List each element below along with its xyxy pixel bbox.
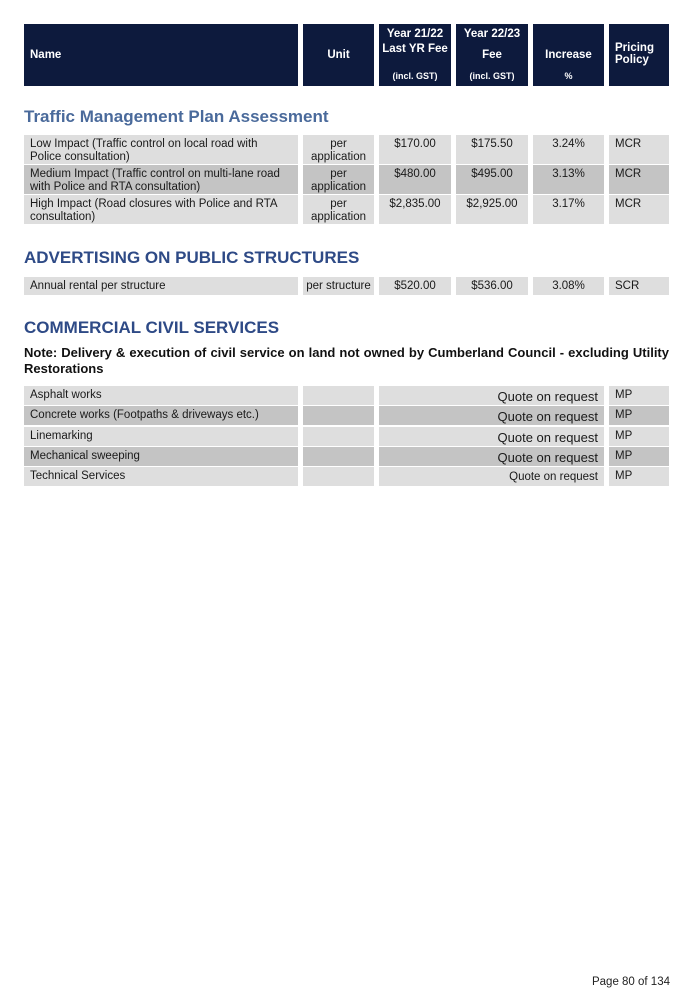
header-this-year [456,24,528,86]
table-row-fee: $536.00 [456,277,528,295]
header-incl-gst-1: (incl. GST) [392,71,438,81]
header-fee-label: Fee [482,49,502,61]
table-row-policy: MP [609,467,669,486]
table-row-unit-empty [303,386,374,405]
table-row-name: Medium Impact (Traffic control on multi-lane road with Police and RTA consultation) [24,165,298,194]
section-note-civil: Note: Delivery & execution of civil service on land not owned by Cumberland Council - excluding Utility Restorations [24,345,669,376]
table-row-unit-empty [303,467,374,486]
table-row-fee: Quote on request [379,447,604,466]
header-name [24,24,298,86]
table-row-policy: MP [609,447,669,466]
table-row-last-fee: $480.00 [379,165,451,194]
table-row-fee: $2,925.00 [456,195,528,224]
table-row-unit: per application [303,165,374,194]
table-row-unit-empty [303,406,374,425]
header-last-year [379,24,451,86]
header-incl-gst-2: (incl. GST) [469,71,515,81]
table-row-name: Low Impact (Traffic control on local road with Police consultation) [24,135,298,164]
header-last-year-label: Year 21/22 [386,28,444,40]
table-row-fee: Quote on request [379,406,604,425]
table-row-policy: MP [609,406,669,425]
table-row-policy: MCR [609,135,669,164]
table-row-name: Annual rental per structure [24,277,298,295]
header-increase-label: Increase [545,49,592,61]
table-row-increase: 3.08% [533,277,604,295]
table-row-policy: MP [609,427,669,446]
table-row-unit-empty [303,427,374,446]
table-row-fee: $175.50 [456,135,528,164]
table-row-fee: Quote on request [379,467,604,486]
header-unit [303,24,374,86]
table-row-fee: Quote on request [379,386,604,405]
table-row-fee: Quote on request [379,427,604,446]
table-row-name: Concrete works (Footpaths & driveways etc.) [24,406,298,425]
table-row-policy: MP [609,386,669,405]
table-row-policy: MCR [609,165,669,194]
table-row-name: Linemarking [24,427,298,446]
table-row-policy: SCR [609,277,669,295]
section-title-civil: COMMERCIAL CIVIL SERVICES [24,318,280,337]
header-percent-label: % [564,71,573,81]
header-pricing-policy [609,24,669,86]
table-row-fee: $495.00 [456,165,528,194]
header-unit-label: Unit [327,49,350,61]
header-last-fee-label: Last YR Fee [382,43,448,55]
table-row-last-fee: $2,835.00 [379,195,451,224]
section-title-traffic: Traffic Management Plan Assessment [24,107,329,126]
header-name-label: Name [30,49,62,61]
table-row-increase: 3.17% [533,195,604,224]
table-row-unit: per application [303,135,374,164]
table-row-last-fee: $520.00 [379,277,451,295]
section-title-advertising: ADVERTISING ON PUBLIC STRUCTURES [24,248,360,267]
header-pricing-policy-label: Pricing Policy [615,42,654,66]
header-this-year-label: Year 22/23 [463,28,521,40]
table-row-name: High Impact (Road closures with Police and RTA consultation) [24,195,298,224]
table-row-increase: 3.24% [533,135,604,164]
table-row-name: Asphalt works [24,386,298,405]
page-number: Page 80 of 134 [591,976,670,988]
table-row-unit: per structure [303,277,374,295]
table-row-policy: MCR [609,195,669,224]
header-increase [533,24,604,86]
table-row-name: Mechanical sweeping [24,447,298,466]
table-row-unit-empty [303,447,374,466]
table-row-unit: per application [303,195,374,224]
table-row-last-fee: $170.00 [379,135,451,164]
table-row-name: Technical Services [24,467,298,486]
table-row-increase: 3.13% [533,165,604,194]
